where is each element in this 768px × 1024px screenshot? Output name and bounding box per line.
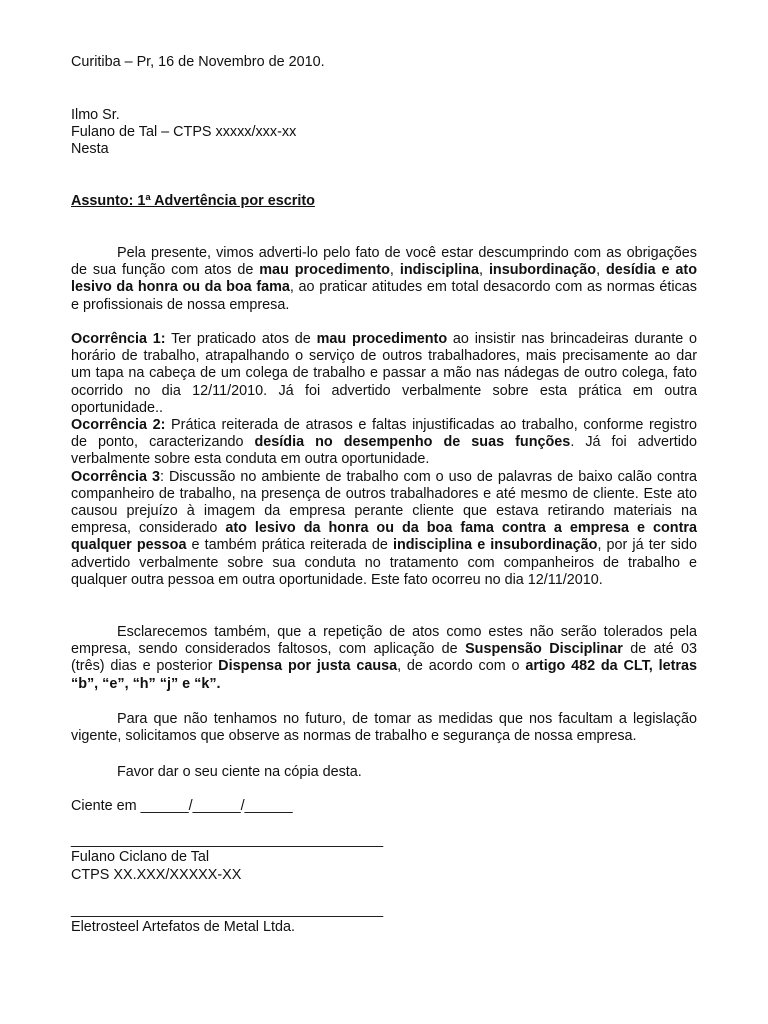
intro-bold-text: mau procedimento	[259, 262, 390, 279]
intro-bold-text: insubordinação	[488, 262, 597, 279]
intro-text: ,	[479, 262, 489, 279]
intro-text: , ao praticar atitudes em total desacordo com as normas éticas e profissionais de nossa empresa.	[71, 279, 698, 313]
occurrence-bold-text: desídia no desempenho de suas funções	[254, 434, 571, 451]
employee-name: Fulano Ciclano de Tal	[71, 849, 210, 865]
intro-text: Pela presente, vimos adverti-lo pelo fato de você estar descumprindo com as obrigações de sua função com atos de	[71, 245, 697, 279]
intro-bold-text: desídia e ato lesivo da honra ou da boa fama	[71, 262, 698, 296]
signature-line-company: _______________________________________	[71, 902, 384, 918]
letter-subject: Assunto: 1ª Advertência por escrito	[71, 193, 315, 209]
clarification-bold-text: Dispensa por justa causa	[218, 658, 398, 675]
occurrence-label: Ocorrência 1:	[71, 331, 166, 347]
intro-bold-text: indisciplina	[399, 262, 480, 279]
signature-line-employee: _______________________________________	[71, 832, 384, 848]
clarification-bold-text: Suspensão Disciplinar	[465, 641, 623, 658]
occurrence-3	[71, 469, 697, 589]
occurrences-section	[71, 331, 697, 589]
recipient: Fulano de Tal – CTPS xxxxx/xxx-xx	[71, 124, 297, 140]
occurrence-label: Ocorrência 3	[71, 468, 160, 485]
occurrence-label: Ocorrência 2:	[71, 417, 166, 434]
clarification-text: Esclarecemos também, que a repetição de atos como estes não serão tolerados pela empresa, sendo considerados faltosos, com aplicação de	[71, 624, 697, 658]
occurrence-text: : Discussão no ambiente de trabalho com o uso de palavras de baixo calão contra companheiro de trabalho, na presença de outros trabalhadores e até mesmo de cliente. Este ato causou prejuízo à imagem da empresa perante cliente que estava retirando materiais na empresa, considerado	[71, 468, 697, 537]
acknowledgement-request: Favor dar o seu ciente na cópia desta.	[117, 764, 362, 780]
salutation: Ilmo Sr.	[71, 107, 120, 123]
ciente-date-field: Ciente em ______/______/______	[71, 798, 293, 814]
clarification-paragraph	[71, 624, 697, 693]
occurrence-bold-text: indisciplina e insubordinação	[392, 537, 598, 554]
occurrence-text: ao insistir nas brincadeiras durante o horário de trabalho, atrapalhando o serviço de outros trabalhadores, mais precisamente ao dar um tapa na cabeça de um colega de trabalho e passar a mão nas nádegas de outro colega, fato ocorrido no dia 12/11/2010. Já foi advertido verbalmente sobre esta prática em outra oportunidade..	[71, 331, 697, 416]
future-paragraph: Para que não tenhamos no futuro, de tomar as medidas que nos facultam a legislação vigente, solicitamos que observe as normas de trabalho e segurança de nossa empresa.	[71, 711, 697, 745]
intro-paragraph	[71, 245, 697, 314]
recipient-location: Nesta	[71, 141, 109, 157]
clarification-text: , de acordo com o	[397, 658, 526, 675]
employee-ctps: CTPS XX.XXX/XXXXX-XX	[71, 867, 242, 883]
intro-text: ,	[596, 262, 607, 279]
occurrence-bold-text: ato lesivo da honra ou da boa fama contra a empresa e contra qualquer pessoa	[71, 520, 697, 554]
clarification-text: de até 03 (três) dias e posterior	[71, 641, 698, 675]
occurrence-bold-text: mau procedimento	[316, 331, 448, 347]
letter-date: Curitiba – Pr, 16 de Novembro de 2010.	[71, 54, 325, 70]
company-name: Eletrosteel Artefatos de Metal Ltda.	[71, 919, 295, 935]
occurrence-1	[71, 331, 697, 417]
occurrence-text: Prática reiterada de atrasos e faltas injustificadas ao trabalho, conforme registro de ponto, caracterizando	[71, 417, 697, 451]
occurrence-text: , por já ter sido advertido verbalmente sobre sua conduta no tratamento com companheiros de trabalho e qualquer outra pessoa em outra oportunidade. Este fato ocorreu no dia 12/11/2010.	[71, 537, 697, 588]
occurrence-2	[71, 417, 697, 469]
occurrence-text: e também prática reiterada de	[186, 537, 393, 554]
occurrence-text: . Já foi advertido verbalmente sobre esta conduta em outra oportunidade.	[71, 434, 697, 468]
intro-text: ,	[389, 262, 400, 279]
clarification-bold-text: artigo 482 da CLT, letras “b”, “e”, “h” “j” e “k”.	[71, 658, 697, 692]
occurrence-text: Ter praticado atos de	[165, 331, 317, 347]
